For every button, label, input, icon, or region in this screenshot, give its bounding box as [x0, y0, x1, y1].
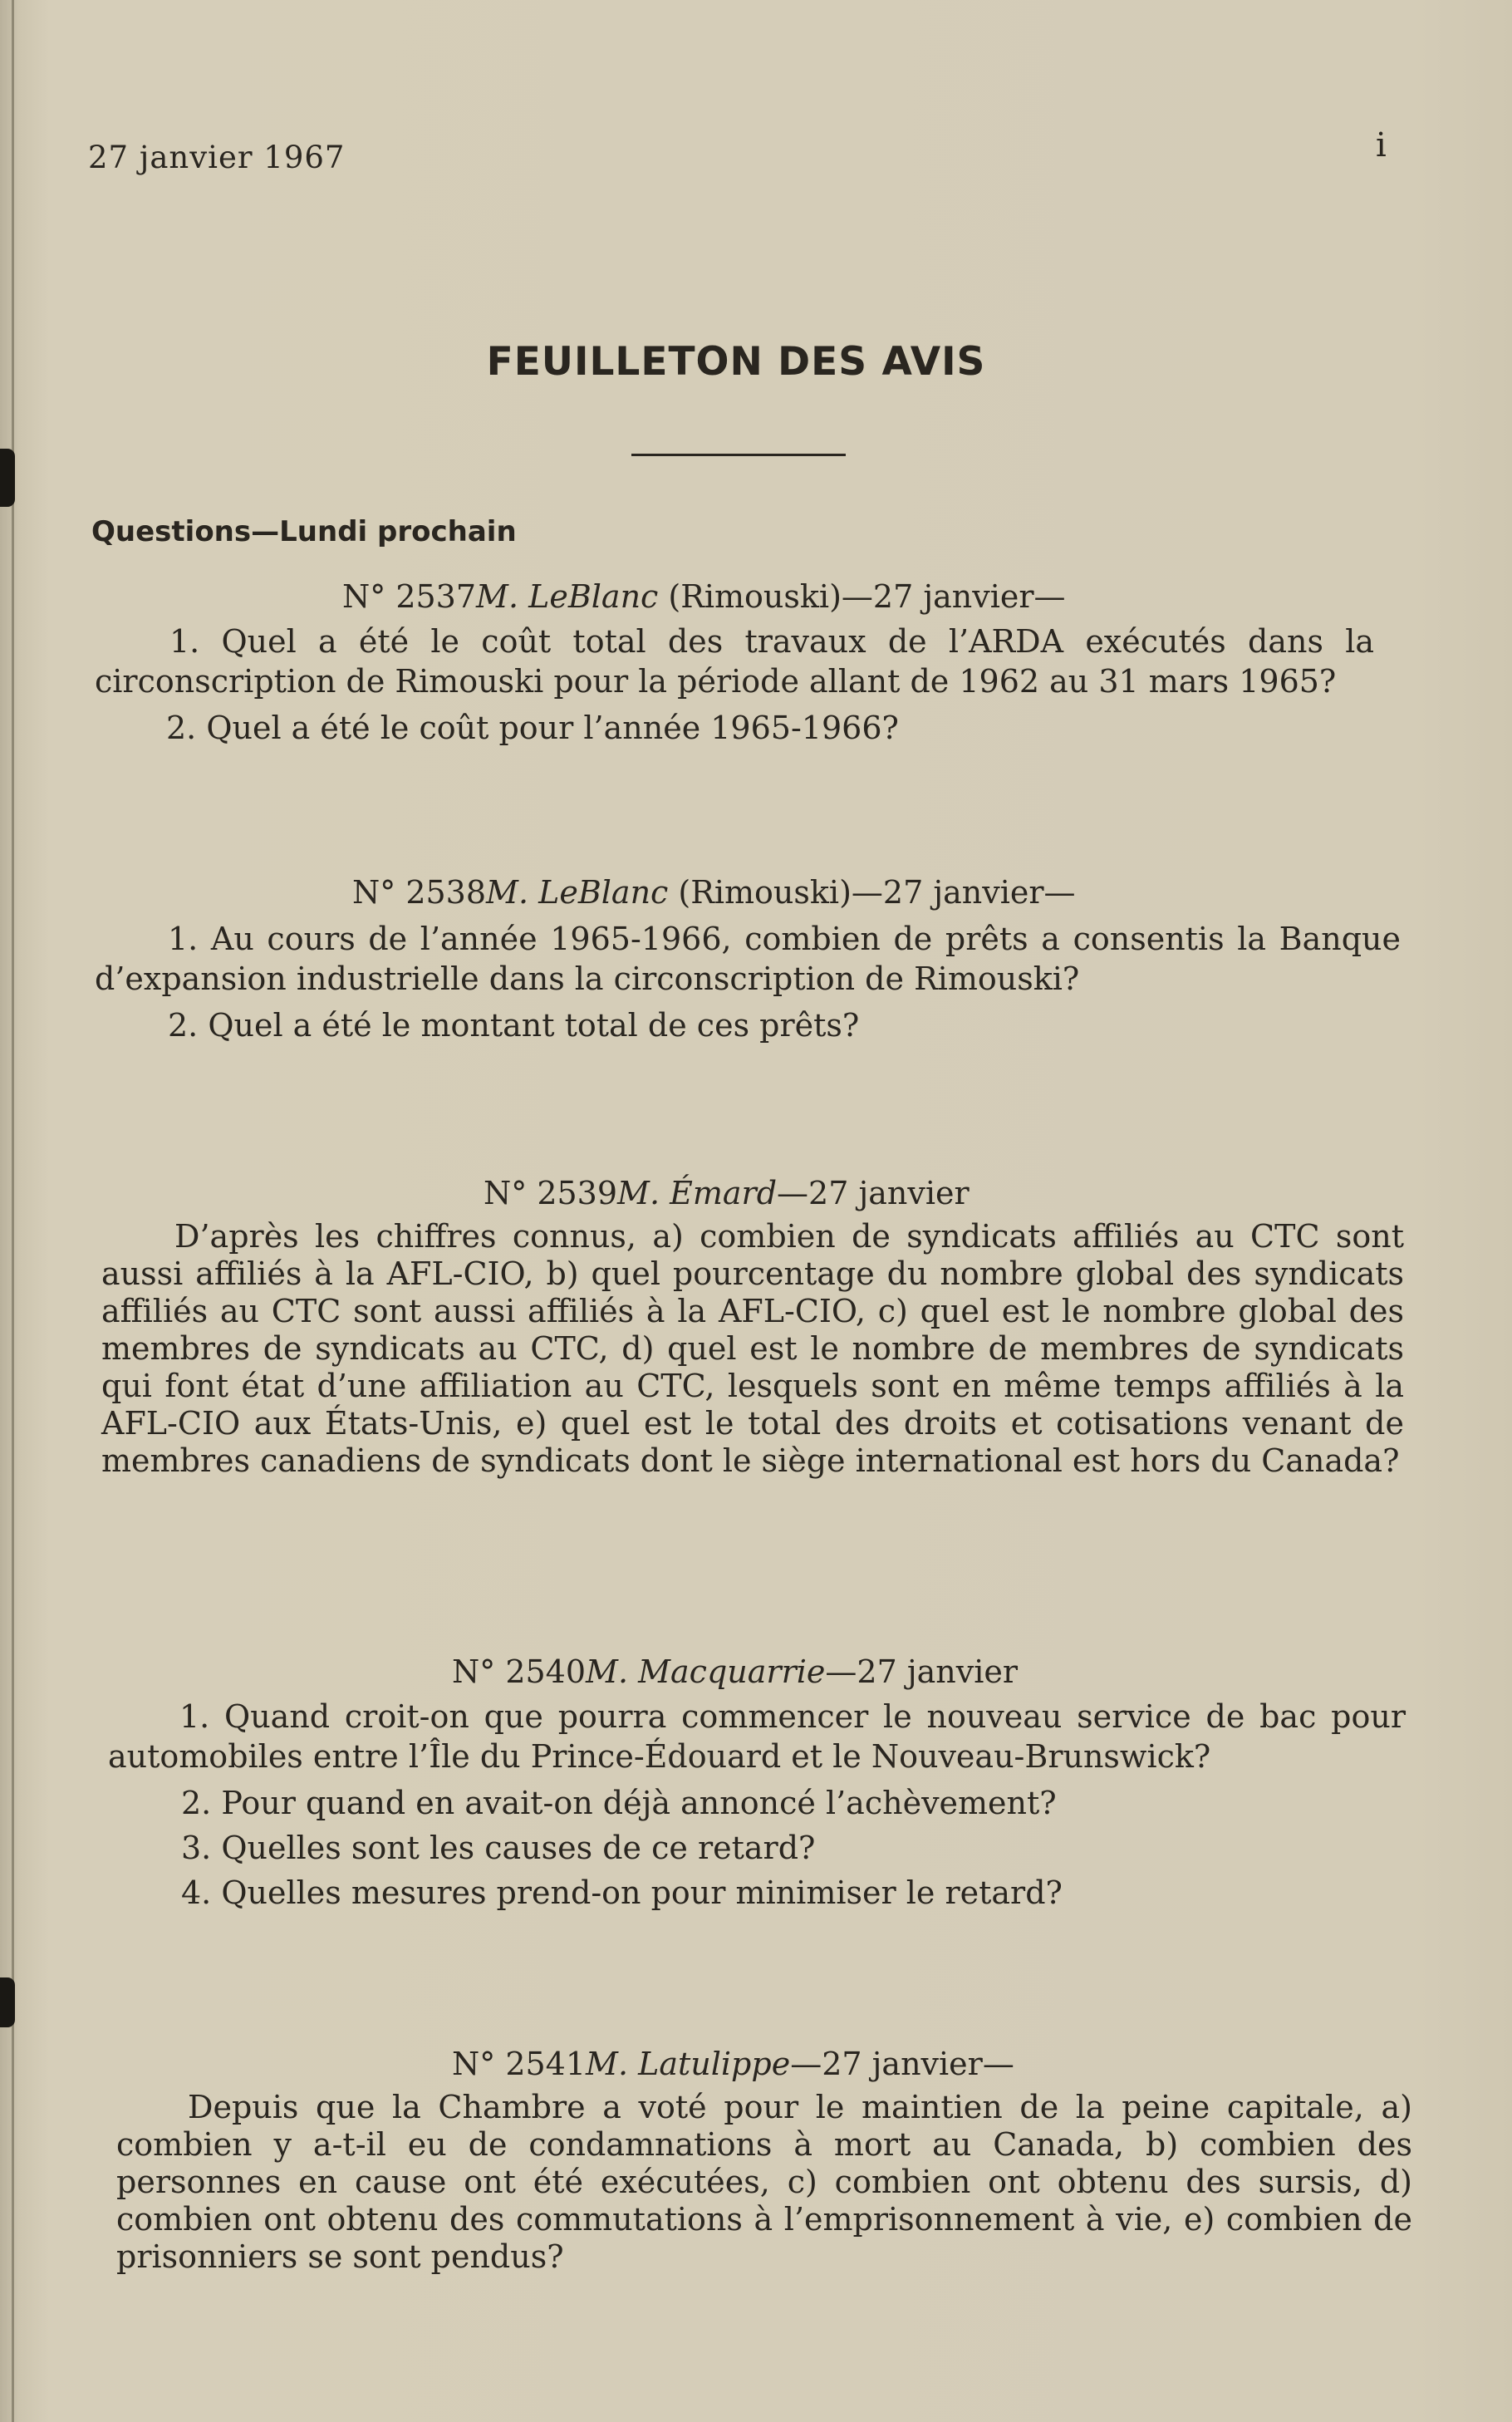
question-number: N° 2541 — [452, 2046, 587, 2082]
question-item: 2. Pour quand en avait-on déjà annoncé l’achèvement? — [181, 1785, 1057, 1821]
question-date: —27 janvier— — [841, 578, 1066, 615]
question-item: 3. Quelles sont les causes de ce retard? — [181, 1830, 816, 1866]
question-item: 1. Quand croit-on que pourra commencer le nouveau service de bac pour automobiles entre l’Île du Prince-Édouard et le Nouveau-Brunswick? — [108, 1698, 1406, 1775]
title-divider — [631, 454, 846, 456]
question-item: 4. Quelles mesures prend-on pour minimiser le retard? — [181, 1874, 1063, 1911]
question-riding: (Rimouski) — [668, 578, 842, 615]
question-item: 1. Au cours de l’année 1965-1966, combien de prêts a consentis la Banque d’expansion industrielle dans la circonscription de Rimouski? — [95, 921, 1401, 997]
question-heading — [342, 578, 1066, 615]
question-heading — [352, 874, 1076, 911]
question-number: N° 2539 — [484, 1175, 618, 1211]
binding-mark — [0, 1977, 15, 2027]
question-member: M. LeBlanc — [476, 578, 659, 615]
question-number: N° 2540 — [452, 1653, 587, 1690]
question-member: M. Émard — [617, 1175, 778, 1211]
question-member: M. Macquarrie — [586, 1653, 826, 1690]
question-date: —27 janvier — [825, 1653, 1019, 1690]
question-item: 2. Quel a été le montant total de ces prêts? — [168, 1007, 860, 1044]
question-riding: (Rimouski) — [678, 874, 852, 911]
question-item: 2. Quel a été le coût pour l’année 1965-1966? — [166, 710, 899, 746]
question-body: Depuis que la Chambre a voté pour le maintien de la peine capitale, a) combien y a-t-il eu de condamnations à mort au Canada, b) combien des personnes en cause ont été exécutées, c) combien ont obtenu des sursis, d) combien ont obtenu des commutations à l’emprisonnement à vie, e) combien de prisonniers se sont pendus? — [116, 2089, 1412, 2275]
header-date: 27 janvier 1967 — [88, 140, 346, 175]
question-item: 1. Quel a été le coût total des travaux de l’ARDA exécutés dans la circonscription de Rimouski pour la période allant de 1962 au 31 mars 1965? — [95, 623, 1374, 700]
binding-mark — [0, 449, 15, 507]
question-heading — [452, 2046, 1014, 2082]
question-body: D’après les chiffres connus, a) combien de syndicats affiliés au CTC sont aussi affiliés à la AFL-CIO, b) quel pourcentage du nombre global des syndicats affiliés au CTC sont aussi affiliés à la AFL-CIO, c) quel est le nombre global des membres de syndicats au CTC, d) quel est le nombre de membres de syndicats qui font état d’une affiliation au CTC, lesquels sont en même temps affiliés à la AFL-CIO aux États-Unis, e) quel est le total des droits et cotisations venant de membres canadiens de syndicats dont le siège international est hors du Canada? — [101, 1218, 1404, 1479]
section-heading: Questions—Lundi prochain — [91, 515, 517, 548]
question-number: N° 2537 — [342, 578, 477, 615]
question-date: —27 janvier — [777, 1175, 970, 1211]
question-number: N° 2538 — [352, 874, 487, 911]
question-heading — [484, 1175, 970, 1211]
page-number: i — [1376, 126, 1387, 165]
page-title: FEUILLETON DES AVIS — [486, 339, 986, 385]
question-member: M. Latulippe — [586, 2046, 791, 2082]
question-member: M. LeBlanc — [486, 874, 669, 911]
question-date: —27 janvier— — [790, 2046, 1014, 2082]
question-date: —27 janvier— — [851, 874, 1076, 911]
question-heading — [452, 1653, 1018, 1690]
